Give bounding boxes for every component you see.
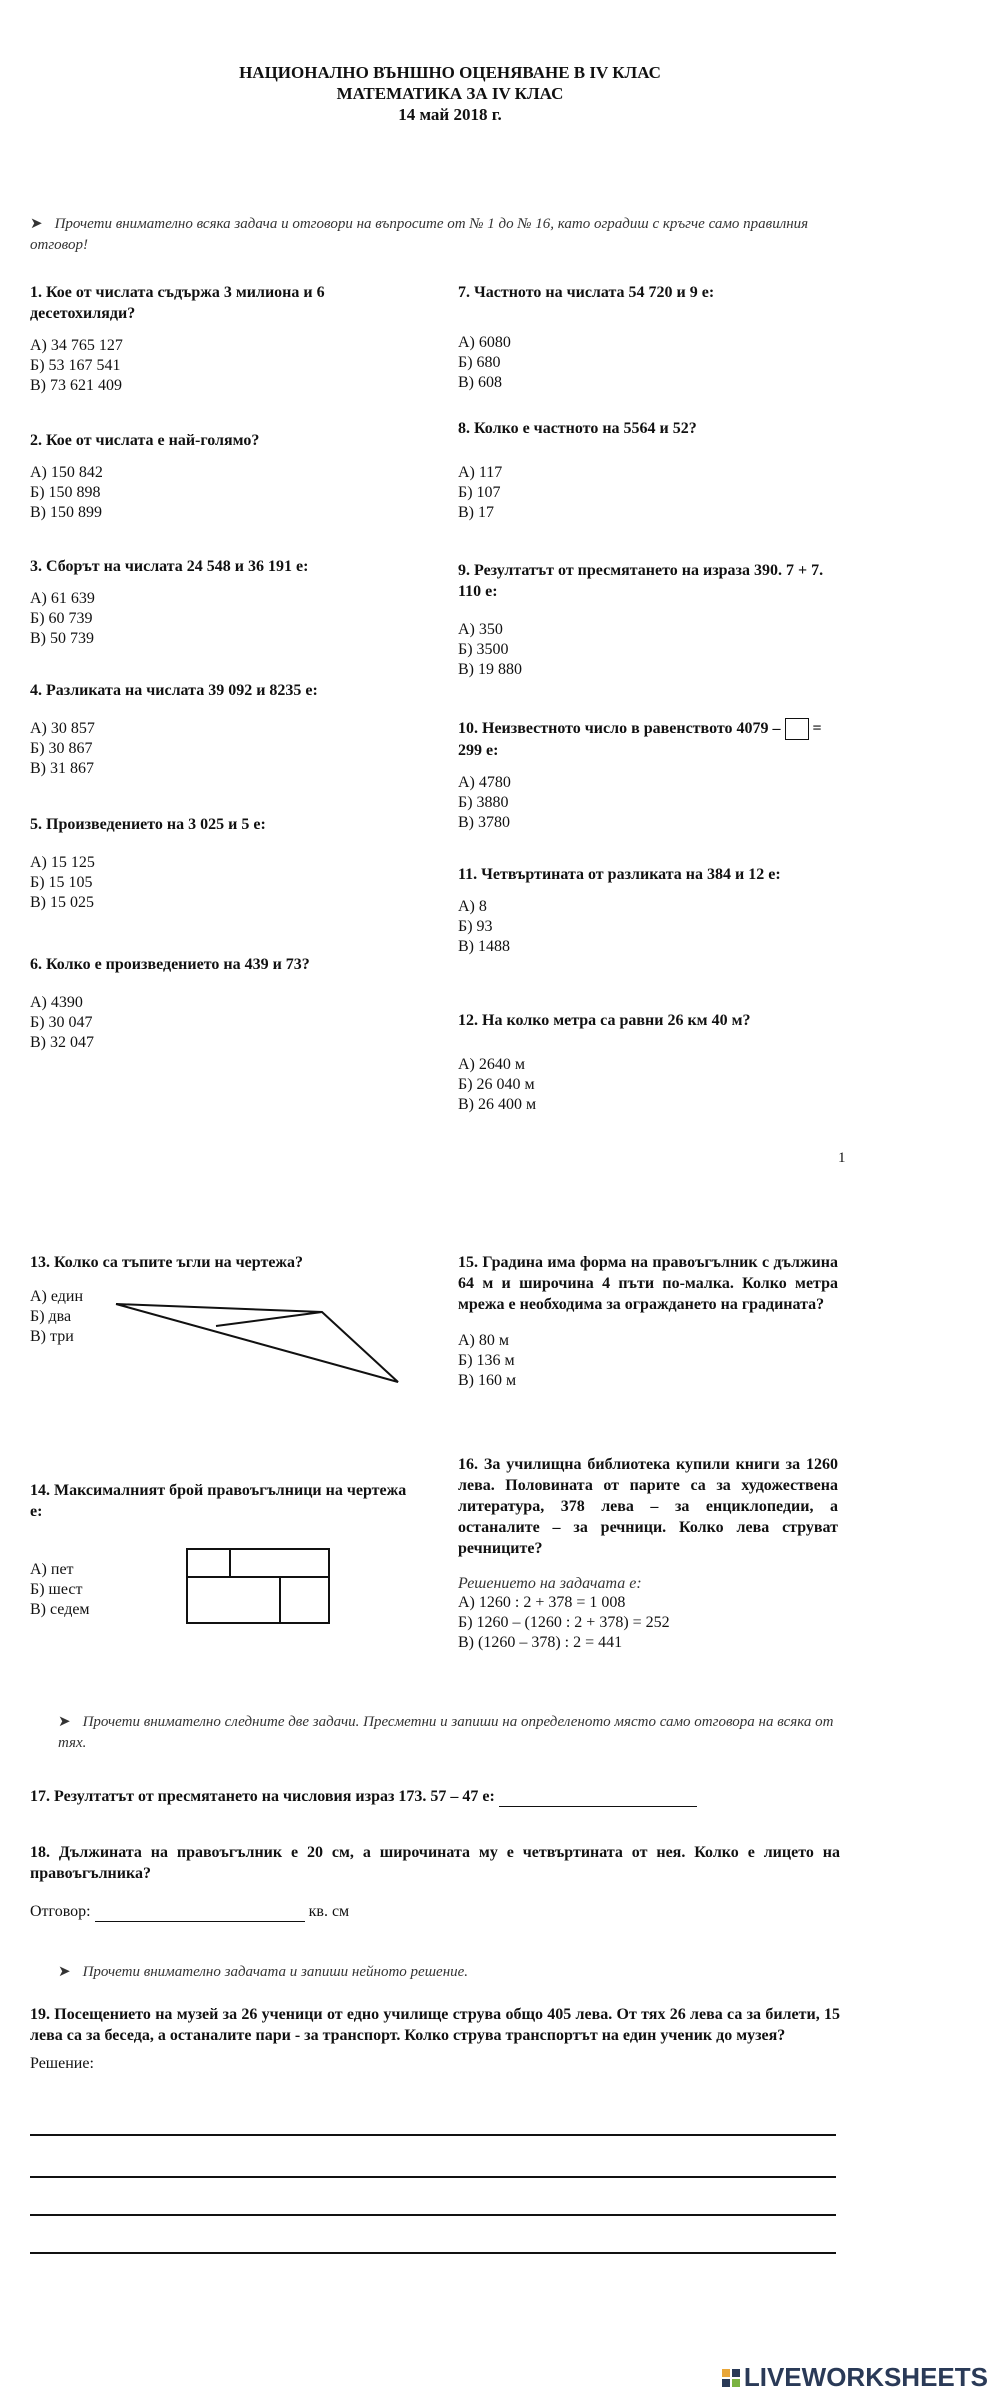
answer-unit: кв. см xyxy=(308,1903,350,1920)
answer-option[interactable]: Б) 30 047 xyxy=(30,1014,93,1031)
liveworksheets-watermark xyxy=(721,2362,988,2393)
question-text: 3. Сборът на числата 24 548 и 36 191 е: xyxy=(30,558,309,575)
answer-option[interactable]: А) 117 xyxy=(458,464,503,481)
answer-option[interactable]: В) (1260 – 378) : 2 = 441 xyxy=(458,1634,623,1651)
question-9 xyxy=(458,560,838,680)
question-16 xyxy=(458,1454,838,1653)
question-6 xyxy=(30,954,420,1053)
question-7 xyxy=(458,282,838,393)
answer-option[interactable]: А) 80 м xyxy=(458,1332,510,1349)
answer-option[interactable]: А) 2640 м xyxy=(458,1056,526,1073)
solution-label: Решение: xyxy=(30,2055,94,2072)
solution-line-2[interactable] xyxy=(30,2176,836,2178)
answer-option[interactable]: А) 61 639 xyxy=(30,590,95,607)
watermark-text: LIVEWORKSHEETS xyxy=(743,2362,988,2392)
question-15 xyxy=(458,1252,838,1391)
arrow-icon: ➤ xyxy=(58,1964,71,1980)
arrow-icon: ➤ xyxy=(30,216,43,232)
header-date: 14 май 2018 г. xyxy=(398,105,502,124)
answer-option[interactable]: Б) 26 040 м xyxy=(458,1076,535,1093)
part3-instruction-text: Прочети внимателно задачата и запиши нейното решение. xyxy=(82,1964,469,1980)
question-text: 17. Резултатът от пресмятането на числовия израз 173. 57 – 47 е: xyxy=(30,1788,495,1805)
answer-option[interactable]: В) 160 м xyxy=(458,1372,517,1389)
question-text: 15. Градина има форма на правоъгълник с дължина 64 м и широчина 4 пъти по-малка. Колко метра мрежа е необходима за ограждането на градината? xyxy=(458,1254,838,1313)
header-title: НАЦИОНАЛНО ВЪНШНО ОЦЕНЯВАНЕ В IV КЛАС xyxy=(239,63,661,82)
question-19 xyxy=(30,2004,840,2074)
question-text: 16. За училищна библиотека купили книги за 1260 лева. Половината от парите са за художествена литература, 378 лева – за енциклопедии, а останалите – за речници. Колко лева струват речниците? xyxy=(458,1456,838,1557)
question-8 xyxy=(458,418,838,523)
arrow-icon: ➤ xyxy=(58,1714,71,1730)
answer-blank-box[interactable] xyxy=(785,718,809,740)
answer-label: Отговор: xyxy=(30,1903,91,1920)
question-text: 6. Колко е произведението на 439 и 73? xyxy=(30,956,310,973)
answer-option[interactable]: Б) 1260 – (1260 : 2 + 378) = 252 xyxy=(458,1614,670,1631)
page-number: 1 xyxy=(838,1150,846,1166)
answer-line xyxy=(30,1902,840,1922)
part3-instruction xyxy=(58,1962,838,1983)
answer-option[interactable]: В) 19 880 xyxy=(458,661,522,678)
question-text: 12. На колко метра са равни 26 км 40 м? xyxy=(458,1012,751,1029)
question-10 xyxy=(458,718,838,833)
answer-option[interactable]: А) 34 765 127 xyxy=(30,337,123,354)
answer-option[interactable]: Б) 93 xyxy=(458,918,493,935)
answer-option[interactable]: А) 1260 : 2 + 378 = 1 008 xyxy=(458,1594,626,1611)
answer-option[interactable]: А) един xyxy=(30,1288,84,1305)
answer-option[interactable]: В) 17 xyxy=(458,504,494,521)
answer-option[interactable]: А) 6080 xyxy=(458,334,511,351)
answer-option[interactable]: В) три xyxy=(30,1328,74,1345)
answer-option[interactable]: А) 4390 xyxy=(30,994,83,1011)
answer-option[interactable]: В) 608 xyxy=(458,374,502,391)
solution-line-3[interactable] xyxy=(30,2214,836,2216)
answer-option[interactable]: Б) 136 м xyxy=(458,1352,515,1369)
part2-instruction xyxy=(58,1712,838,1754)
answer-option[interactable]: Б) два xyxy=(30,1308,72,1325)
part2-instruction-text: Прочети внимателно следните две задачи. Пресметни и запиши на определеното място само отговора на всяка от тях. xyxy=(58,1714,834,1751)
answer-option[interactable]: А) 350 xyxy=(458,621,503,638)
question-2 xyxy=(30,430,420,523)
question-5 xyxy=(30,814,420,913)
question-1 xyxy=(30,282,420,396)
answer-option[interactable]: Б) 680 xyxy=(458,354,501,371)
answer-option[interactable]: Б) 53 167 541 xyxy=(30,357,121,374)
question-text-part: = 299 е: xyxy=(458,720,822,760)
question-text: 1. Кое от числата съдържа 3 милиона и 6 десетохиляди? xyxy=(30,284,325,322)
question-text: 2. Кое от числата е най-голямо? xyxy=(30,432,260,449)
question-text: 18. Дължината на правоъгълник е 20 см, а широчината му е четвъртината от нея. Колко е лицето на правоъгълника? xyxy=(30,1844,840,1882)
question-4 xyxy=(30,680,420,779)
question-text: 5. Произведението на 3 025 и 5 е: xyxy=(30,816,266,833)
answer-option[interactable]: Б) 3880 xyxy=(458,794,509,812)
answer-option[interactable]: В) 15 025 xyxy=(30,894,94,911)
question-17 xyxy=(30,1786,860,1807)
answer-option[interactable]: А) 150 842 xyxy=(30,464,103,481)
answer-option[interactable]: В) 1488 xyxy=(458,938,510,955)
angles-drawing xyxy=(110,1290,410,1390)
question-text: 9. Резултатът от пресмятането на израза 390. 7 + 7. 110 е: xyxy=(458,562,824,600)
answer-option[interactable]: В) 32 047 xyxy=(30,1034,94,1051)
answer-option[interactable]: В) 31 867 xyxy=(30,760,94,777)
answer-option[interactable]: В) седем xyxy=(30,1601,90,1618)
answer-option[interactable]: Б) 30 867 xyxy=(30,740,93,757)
answer-option[interactable]: В) 73 621 409 xyxy=(30,377,122,394)
answer-option[interactable]: В) 26 400 м xyxy=(458,1096,537,1113)
rectangles-drawing xyxy=(184,1546,334,1630)
solution-line-4[interactable] xyxy=(30,2252,836,2254)
answer-option[interactable]: В) 150 899 xyxy=(30,504,102,521)
question-11 xyxy=(458,864,838,957)
question-text: 8. Колко е частното на 5564 и 52? xyxy=(458,420,697,437)
question-text: 11. Четвъртината от разликата на 384 и 12 е: xyxy=(458,866,781,883)
question-3 xyxy=(30,556,420,649)
solution-label: Решението на задачата е: xyxy=(458,1575,642,1592)
answer-option[interactable]: Б) 15 105 xyxy=(30,874,93,891)
answer-option[interactable]: А) 30 857 xyxy=(30,720,95,737)
liveworksheets-logo-icon xyxy=(721,2368,741,2388)
answer-option[interactable]: В) 3780 xyxy=(458,814,510,832)
question-text: 4. Разликата на числата 39 092 и 8235 е: xyxy=(30,682,318,699)
question-18 xyxy=(30,1842,840,1922)
answer-input[interactable] xyxy=(95,1903,305,1922)
document-header xyxy=(0,62,900,125)
answer-option[interactable]: А) пет xyxy=(30,1561,74,1578)
answer-option[interactable]: Б) 150 898 xyxy=(30,484,101,501)
question-text: 13. Колко са тъпите ъгли на чертежа? xyxy=(30,1254,304,1271)
answer-option[interactable]: В) 50 739 xyxy=(30,630,94,647)
intro-instruction xyxy=(30,214,850,256)
answer-option[interactable]: Б) шест xyxy=(30,1581,83,1598)
question-text-part: 10. Неизвестното число в равенството 4079 – xyxy=(458,720,781,737)
question-12 xyxy=(458,1010,838,1115)
header-subject: МАТЕМАТИКА ЗА IV КЛАС xyxy=(336,84,564,103)
answer-option[interactable]: А) 15 125 xyxy=(30,854,95,871)
answer-option[interactable]: А) 8 xyxy=(458,898,487,915)
question-text: 19. Посещението на музей за 26 ученици от едно училище струва общо 405 лева. От тях 26 лева са за билети, 15 лева са за беседа, а останалите пари - за транспорт. Колко струва транспортът на един ученик до музея? xyxy=(30,2006,840,2044)
answer-option[interactable]: Б) 107 xyxy=(458,484,501,501)
question-text xyxy=(458,718,838,761)
solution-line-1[interactable] xyxy=(30,2134,836,2136)
answer-option[interactable]: Б) 60 739 xyxy=(30,610,93,627)
answer-input[interactable] xyxy=(499,1788,697,1807)
question-text: 14. Максималният брой правоъгълници на чертежа е: xyxy=(30,1482,407,1520)
answer-option[interactable]: Б) 3500 xyxy=(458,641,509,658)
question-text: 7. Частното на числата 54 720 и 9 е: xyxy=(458,284,715,301)
answer-option[interactable]: А) 4780 xyxy=(458,774,511,792)
intro-instruction-text: Прочети внимателно всяка задача и отговори на въпросите от № 1 до № 16, като оградиш с кръгче само правилния отговор! xyxy=(30,216,809,253)
